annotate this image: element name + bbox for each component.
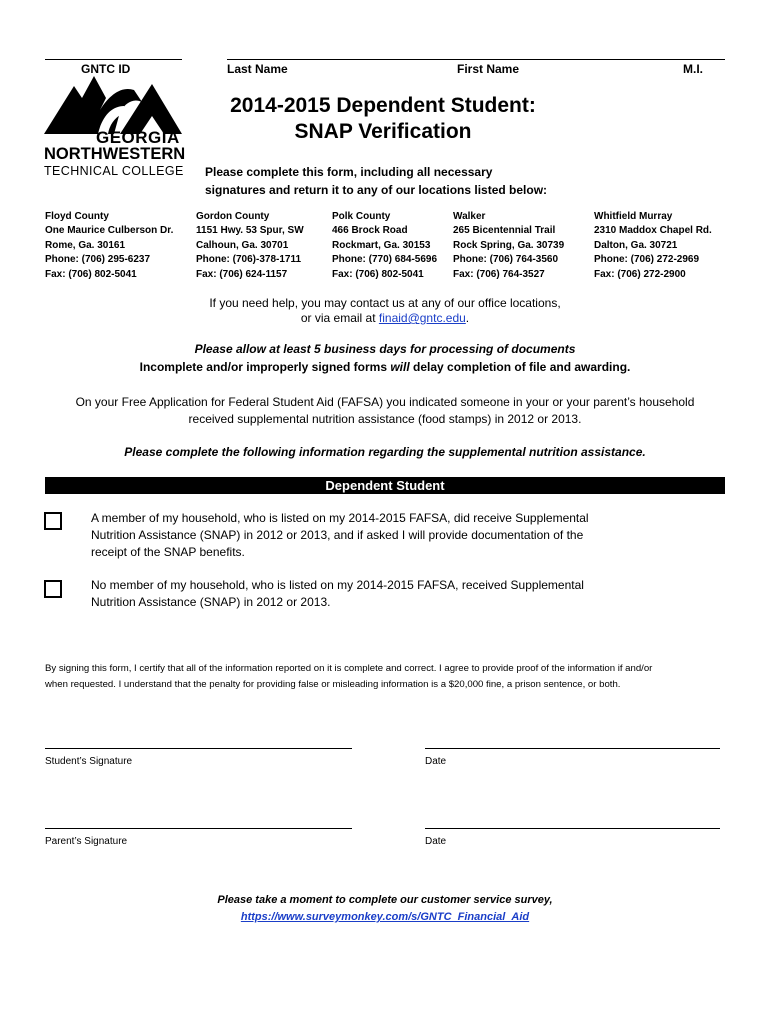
logo-northwestern: NORTHWESTERN (44, 145, 186, 163)
location-address: One Maurice Culberson Dr. (45, 225, 174, 237)
name-line (227, 59, 725, 60)
incomplete-emphasis: will (390, 360, 410, 374)
parent-signature-label: Parent’s Signature (45, 836, 128, 847)
location-address: 466 Brock Road (332, 225, 408, 237)
incomplete-notice (30, 360, 740, 374)
option-line: receipt of the SNAP benefits. (91, 545, 245, 559)
gntc-id-label: GNTC ID (81, 62, 131, 76)
location-name: Floyd County (45, 211, 109, 222)
parent-signature-line[interactable] (45, 828, 352, 829)
processing-notice: Please allow at least 5 business days for processing of documents (194, 342, 576, 356)
logo-georgia: GEORGIA (96, 128, 180, 147)
survey-link[interactable]: https://www.surveymonkey.com/s/GNTC_Financial_Aid (240, 911, 530, 923)
student-signature-line[interactable] (45, 748, 352, 749)
location-address: 2310 Maddox Chapel Rd. (594, 225, 712, 237)
logo-technical-college: TECHNICAL COLLEGE (44, 164, 184, 178)
please-complete-note: Please complete the following information regarding the supplemental nutrition assistance. (124, 445, 646, 459)
location-city: Rome, Ga. 30161 (45, 239, 126, 251)
location-city: Rock Spring, Ga. 30739 (453, 239, 565, 251)
instructions-line-2: signatures and return it to any of our locations listed below: (205, 183, 548, 197)
fafsa-line-1: On your Free Application for Federal Student Aid (FAFSA) you indicated someone in your or your parent’s household (75, 395, 695, 409)
last-name-label: Last Name (227, 62, 288, 76)
mountains-icon (44, 72, 182, 136)
instructions-line-1: Please complete this form, including all necessary (205, 165, 493, 179)
email-link[interactable]: finaid@gntc.edu (378, 311, 466, 325)
location-phone: Phone: (706) 764-3560 (453, 254, 559, 266)
first-name-label: First Name (457, 62, 520, 76)
location-name: Polk County (332, 211, 391, 222)
instructions (205, 163, 547, 199)
option-line: Nutrition Assistance (SNAP) in 2012 or 2013. (91, 595, 331, 609)
option-line: Nutrition Assistance (SNAP) in 2012 or 2013, and if asked I will provide documentation of the (91, 528, 584, 542)
location-floyd (45, 210, 173, 282)
option-line: No member of my household, who is listed on my 2014-2015 FAFSA, received Supplemental (91, 578, 584, 592)
help-line-2-suffix: . (465, 311, 470, 325)
location-fax: Fax: (706) 272-2900 (594, 268, 686, 280)
certification-line-2: when requested. I understand that the penalty for providing false or misleading information is a $20,000 fine, a prison sentence, or both. (45, 679, 621, 690)
location-whitfield-murray (594, 210, 712, 282)
help-line-2-prefix: or via email at (300, 311, 379, 325)
location-polk (332, 210, 437, 282)
location-city: Calhoun, Ga. 30701 (196, 239, 289, 251)
location-fax: Fax: (706) 764-3527 (453, 268, 545, 280)
section-header-dependent-student: Dependent Student (45, 477, 725, 494)
location-fax: Fax: (706) 624-1157 (196, 268, 288, 280)
student-signature-label: Student’s Signature (45, 756, 133, 767)
title-line-1: 2014-2015 Dependent Student: (230, 94, 536, 117)
parent-date-label: Date (425, 836, 447, 847)
snap-received-checkbox[interactable] (44, 512, 62, 530)
certification-line-1: By signing this form, I certify that all of the information reported on it is complete and correct. I agree to provide proof of the information if and/or (45, 663, 653, 674)
student-date-line[interactable] (425, 748, 720, 749)
gntc-id-line (45, 59, 182, 60)
location-address: 1151 Hwy. 53 Spur, SW (196, 225, 304, 237)
option-line: A member of my household, who is listed on my 2014-2015 FAFSA, did receive Supplemental (91, 511, 589, 525)
location-city: Rockmart, Ga. 30153 (332, 239, 431, 251)
location-phone: Phone: (706)-378-1711 (196, 254, 302, 266)
survey-prompt: Please take a moment to complete our customer service survey, (217, 894, 553, 906)
location-address: 265 Bicentennial Trail (453, 225, 556, 237)
location-gordon (196, 210, 304, 282)
snap-not-received-checkbox[interactable] (44, 580, 62, 598)
location-city: Dalton, Ga. 30721 (594, 239, 678, 251)
help-text (150, 296, 620, 326)
snap-received-option-text (91, 510, 651, 561)
location-name: Gordon County (196, 211, 270, 222)
snap-not-received-option-text (91, 577, 651, 611)
location-walker (453, 210, 564, 282)
gntc-logo (44, 72, 186, 184)
location-phone: Phone: (706) 295-6237 (45, 254, 151, 266)
fafsa-line-2: received supplemental nutrition assistance (food stamps) in 2012 or 2013. (188, 412, 582, 426)
page-title (198, 93, 568, 145)
incomplete-prefix: Incomplete and/or improperly signed forms (139, 360, 391, 374)
parent-date-line[interactable] (425, 828, 720, 829)
location-phone: Phone: (770) 684-5696 (332, 254, 438, 266)
location-name: Walker (453, 211, 486, 222)
help-line-1: If you need help, you may contact us at any of our office locations, (209, 296, 561, 310)
location-name: Whitfield Murray (594, 211, 673, 222)
student-date-label: Date (425, 756, 447, 767)
incomplete-suffix: delay completion of file and awarding. (409, 360, 631, 374)
certification-text (45, 661, 735, 693)
help-line-2 (150, 311, 620, 326)
survey-link-wrapper (120, 911, 650, 923)
location-fax: Fax: (706) 802-5041 (45, 268, 137, 280)
location-phone: Phone: (706) 272-2969 (594, 254, 700, 266)
location-fax: Fax: (706) 802-5041 (332, 268, 424, 280)
mi-label: M.I. (683, 62, 703, 76)
title-line-2: SNAP Verification (294, 120, 472, 143)
fafsa-paragraph (30, 394, 740, 428)
